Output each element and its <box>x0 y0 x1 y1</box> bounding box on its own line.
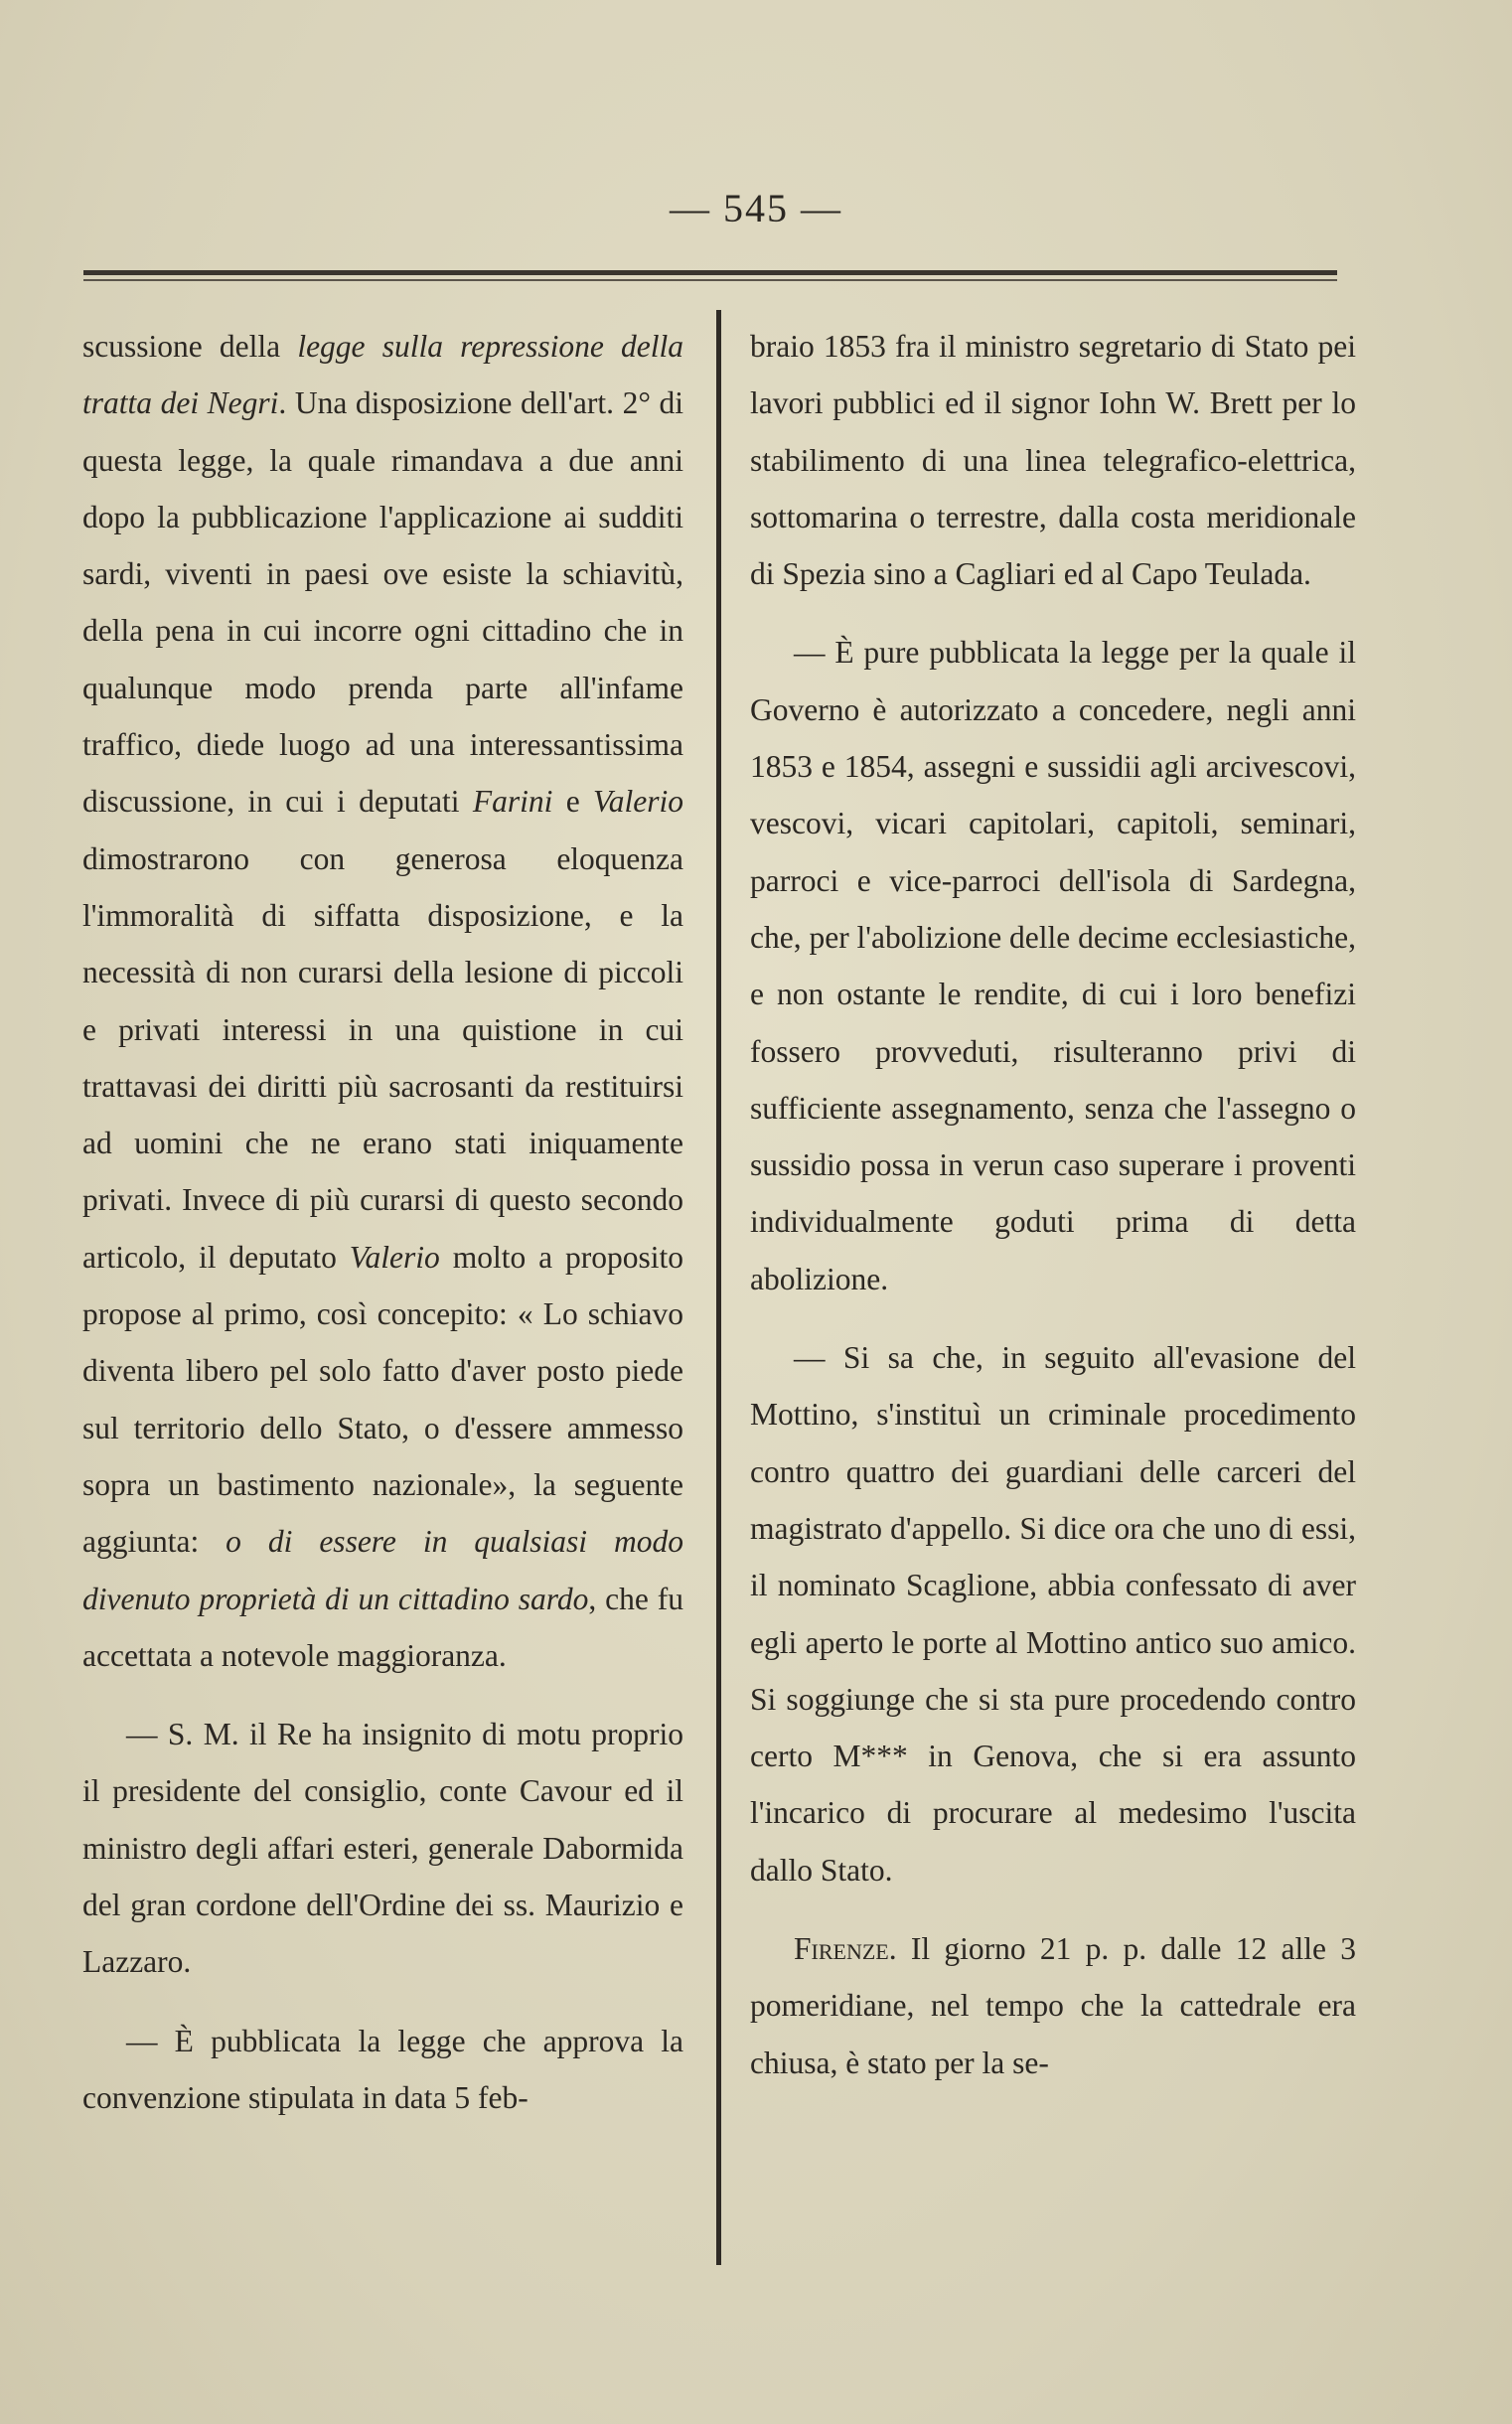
right-column <box>750 318 1356 2091</box>
text-run: scussione della <box>82 329 298 364</box>
article-mottino: — Si sa che, in seguito all'evasione del Mottino, s'instituì un criminale procedimento contro quattro dei guardiani delle carceri del magistrato d'appello. Si dice ora che uno di essi, il nominato Scaglione, abbia confessato di aver egli aperto le porte al Mottino antico suo amico. Si soggiunge che si sta pure procedendo contro certo M*** in Genova, che si era assunto l'incarico di procurare al medesimo l'uscita dallo Stato. <box>750 1340 1356 1888</box>
name-valerio: Valerio <box>593 784 683 820</box>
column-divider <box>716 310 721 2265</box>
article-telegrafo: braio 1853 fra il ministro segretario di Stato pei lavori pubblici ed il signor Iohn W. Brett per lo stabilimento di una linea telegrafico-elettrica, sottomarina o terrestre, dalla costa meridionale di Spezia sino a Cagliari ed al Capo Teulada. <box>750 329 1356 592</box>
article-sardegna: — È pure pubblicata la legge per la quale il Governo è autorizzato a concedere, negli anni 1853 e 1854, assegni e sussidii agli arcivescovi, vescovi, vicari capitolari, capitoli, seminari, parroci e vice-parroci dell'isola di Sardegna, che, per l'abolizione delle decime ecclesiastiche, e non ostante le rendite, di cui i loro benefizi fossero provveduti, risulteranno privi di sufficiente assegnamento, senza che l'assegno o sussidio possa in verun caso superare i proventi individualmente goduti prima di detta abolizione. <box>750 635 1356 1296</box>
amendment-text: o di essere in qualsiasi modo divenuto proprietà di un cittadino sardo <box>82 1524 683 1616</box>
text-run: Il giorno 21 p. p. dalle 12 alle 3 pomeridiane, nel tempo che la cattedrale era chiusa, è stato per la se- <box>750 1931 1356 2080</box>
article-gran-cordone: — S. M. il Re ha insignito di motu proprio il presidente del consiglio, conte Cavour ed il ministro degli affari esteri, generale Dabormida del gran cordone dell'Ordine dei ss. Maurizio e Lazzaro. <box>82 1717 683 1980</box>
text-run: e <box>552 784 593 820</box>
article-tratta-negri <box>82 318 683 1684</box>
dateline: Firenze. <box>794 1931 897 1967</box>
text-run: . Una disposizione dell'art. 2° di questa legge, la quale rimandava a due anni dopo la pubblicazione l'applicazione ai sudditi sardi, viventi in paesi ove esiste la schiavitù, della pena in cui incorre ogni cittadino che in qualunque modo prenda parte all'infame traffico, diede luogo ad una interessantissima discussione, in cui i deputati <box>82 385 683 820</box>
name-valerio: Valerio <box>349 1239 440 1275</box>
article-convenzione: — È pubblicata la legge che approva la convenzione stipulata in data 5 feb- <box>82 2023 683 2115</box>
header-rule <box>83 270 1337 275</box>
name-farini: Farini <box>472 784 553 820</box>
text-run: dimostrarono con generosa eloquenza l'immoralità di siffatta disposizione, e la necessità di non curarsi della lesione di piccoli e privati interessi in una quistione in cui trattavasi dei diritti più sacrosanti da restituirsi ad uomini che ne erano stati iniquamente privati. Invece di più curarsi di questo secondo articolo, il deputato <box>82 840 683 1275</box>
header-rule-thin <box>83 279 1337 281</box>
article-firenze <box>750 1920 1356 2091</box>
text-run: molto a proposito propose al primo, così concepito: « Lo schiavo diventa libero pel solo fatto d'aver posto piede sul territorio dello Stato, o d'essere ammesso sopra un bastimento nazionale», la seguente aggiunta: <box>82 1239 683 1560</box>
left-column <box>82 318 683 2126</box>
page-number: — 545 — <box>670 186 842 230</box>
law-title: legge sulla repressione della tratta dei Negri <box>82 329 683 421</box>
text-run: , che fu accettata a notevole maggioranza. <box>82 1581 683 1673</box>
